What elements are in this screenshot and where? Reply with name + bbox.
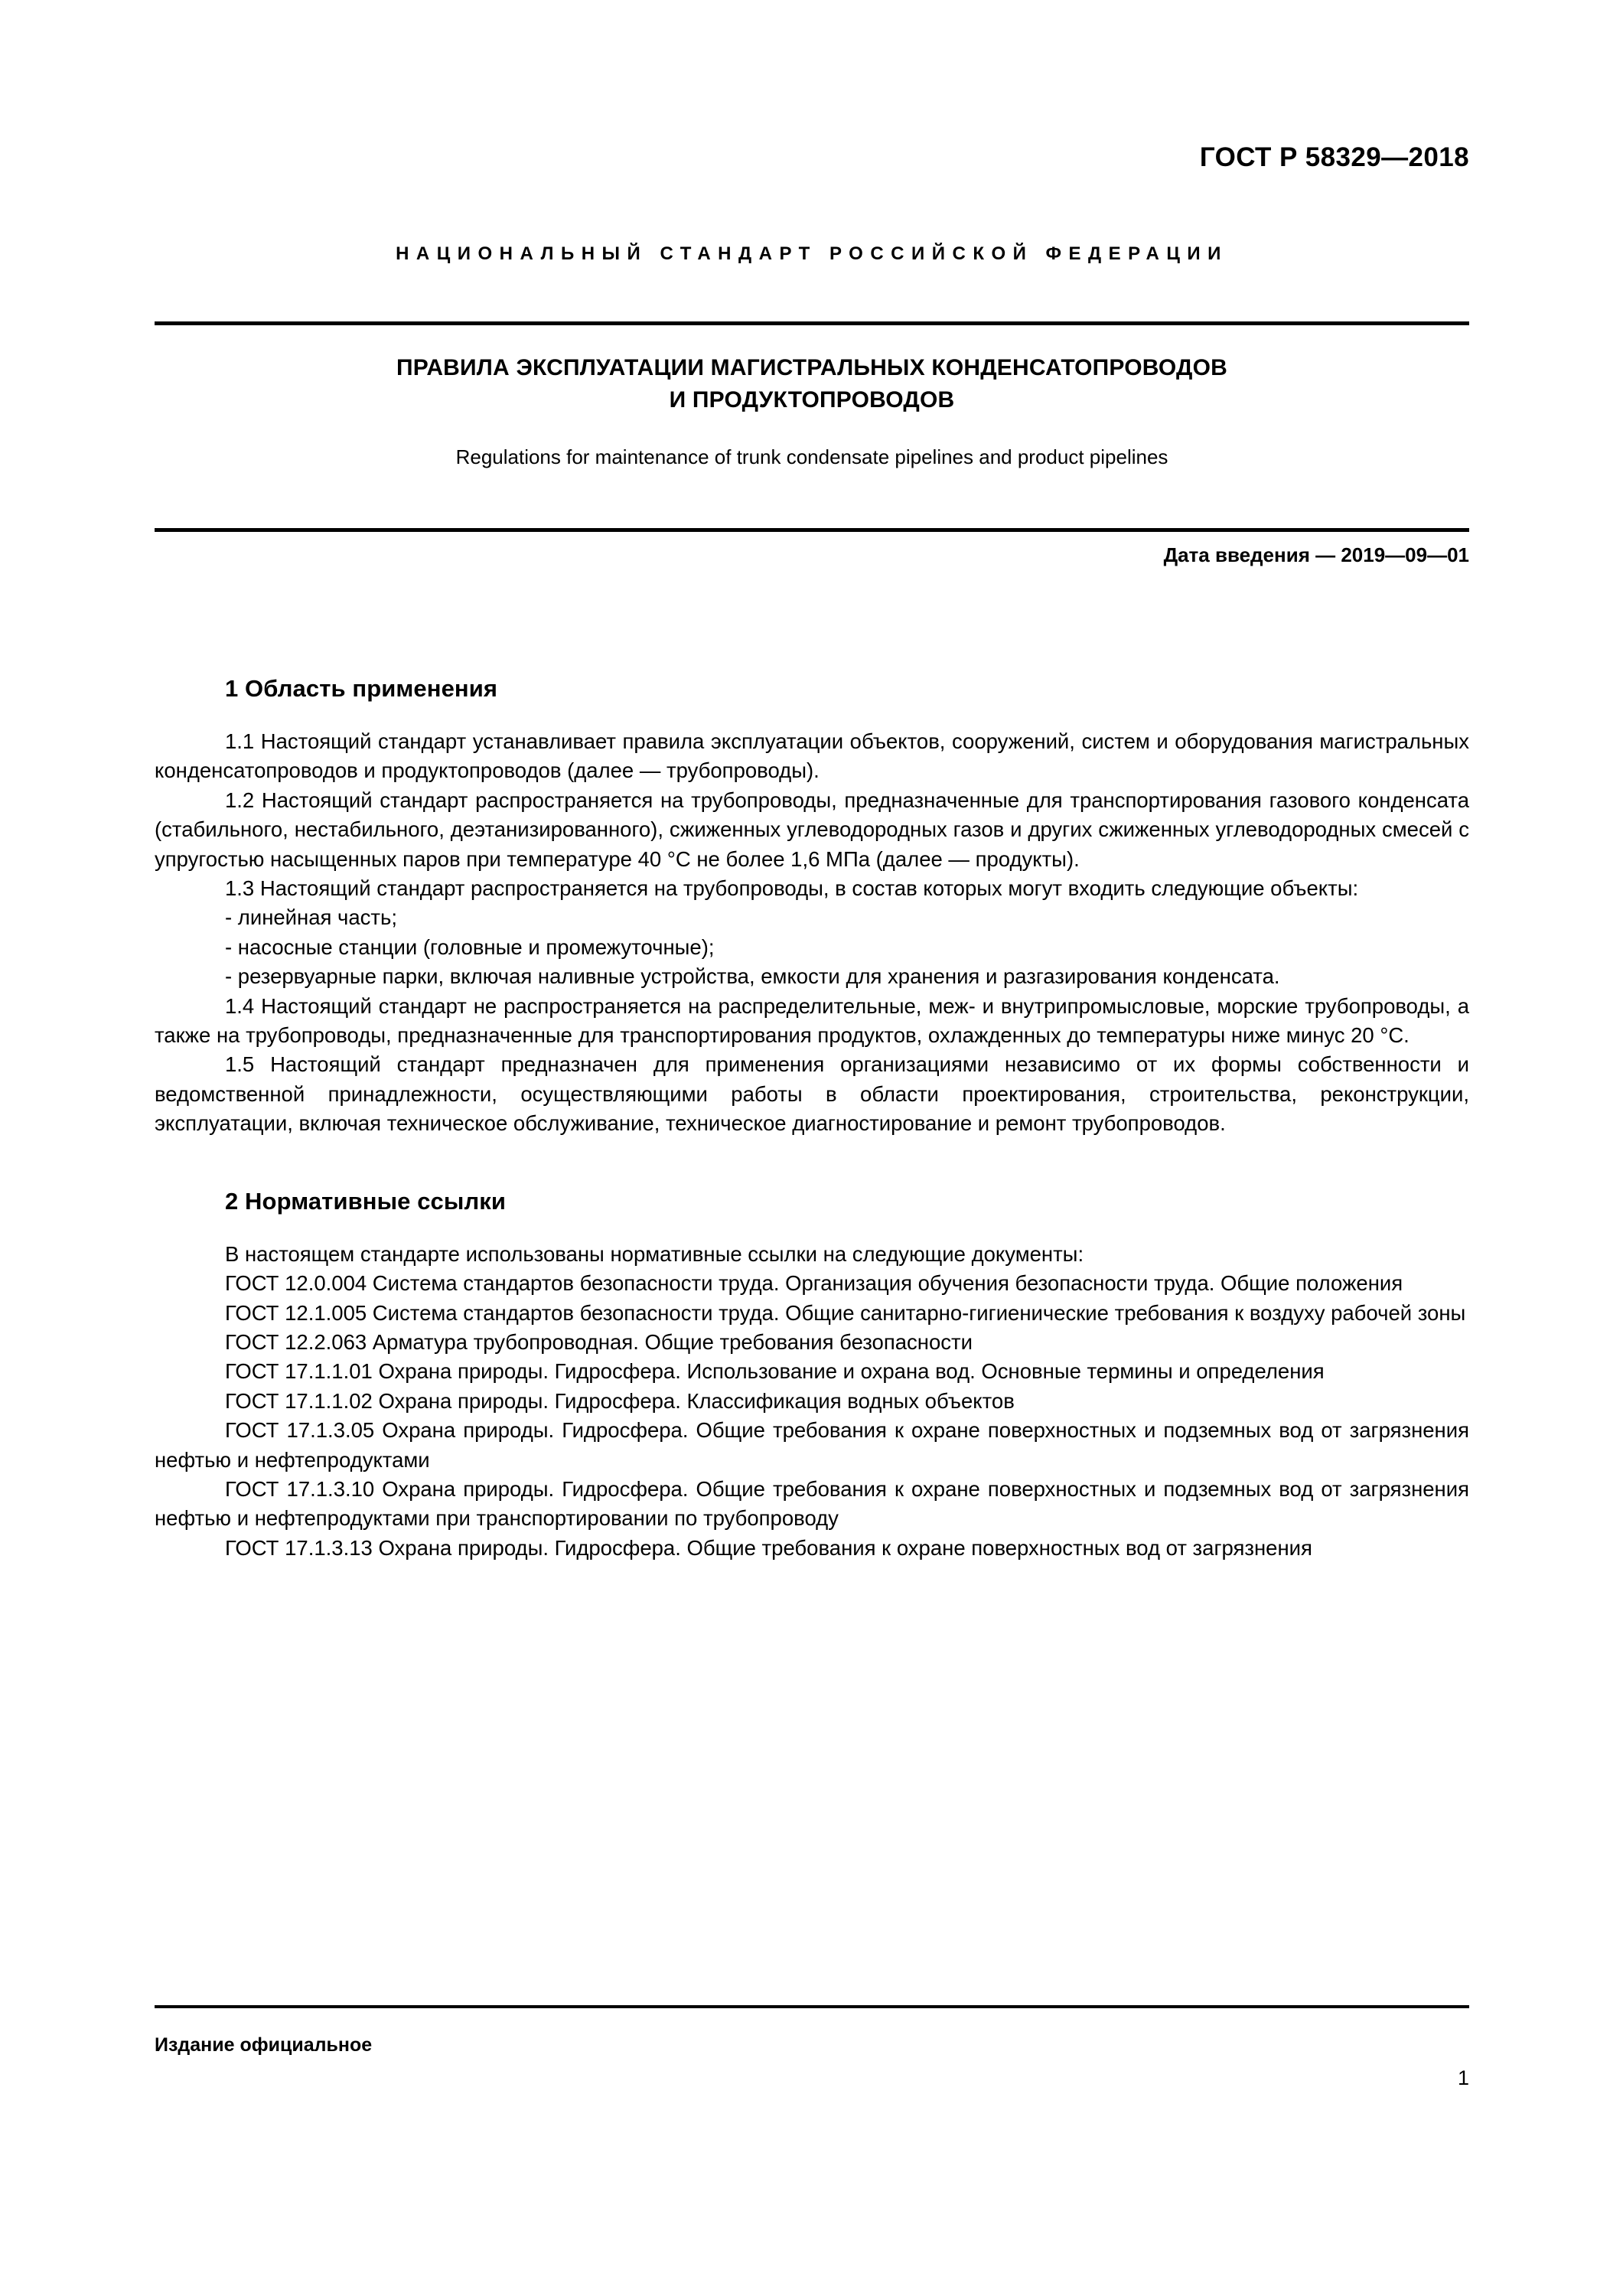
list-item: - резервуарные парки, включая наливные устройства, емкости для хранения и разгазирования конденсата. [225, 964, 1280, 989]
paragraph-1-5: 1.5 Настоящий стандарт предназначен для применения организациями независимо от их формы собственности и ведомственной принадлежности, осуществляющими работы в области проектирования, строительства, реконструкции, эксплуатации, включая техническое обслуживание, техническое диагностирование и ремонт трубопроводов. [155, 1052, 1469, 1136]
normative-reference: ГОСТ 17.1.3.05 Охрана природы. Гидросфера. Общие требования к охране поверхностных и подземных вод от загрязнения нефтью и нефтепродуктами [155, 1418, 1469, 1472]
paragraph-1-4: 1.4 Настоящий стандарт не распространяется на распределительные, меж- и внутрипромысловые, морские трубопроводы, а также на трубопроводы, предназначенные для транспортирования продуктов, охлажденных до температуры ниже минус 20 °С. [155, 993, 1469, 1048]
page-content-column [155, 0, 1469, 2296]
document-title-english: Regulations for maintenance of trunk condensate pipelines and product pipelines [455, 445, 1168, 468]
national-standard-line: НАЦИОНАЛЬНЫЙ СТАНДАРТ РОССИЙСКОЙ ФЕДЕРАЦИИ [396, 243, 1228, 264]
page-number: 1 [1457, 2066, 1469, 2089]
footer-rule [155, 2005, 1469, 2008]
normative-reference: ГОСТ 12.1.005 Система стандартов безопасности труда. Общие санитарно-гигиенические требования к воздуху рабочей зоны [225, 1300, 1466, 1325]
normative-reference: ГОСТ 17.1.1.01 Охрана природы. Гидросфера. Использование и охрана вод. Основные термины и определения [225, 1359, 1325, 1384]
normative-reference: ГОСТ 12.0.004 Система стандартов безопасности труда. Организация обучения безопасности труда. Общие положения [225, 1271, 1403, 1296]
document-number: ГОСТ Р 58329—2018 [1199, 142, 1469, 172]
section-heading-1: 1 Область применения [225, 675, 498, 702]
document-title-line-2: И ПРОДУКТОПРОВОДОВ [669, 387, 955, 413]
title-rule-top [155, 321, 1469, 325]
introduction-date: Дата введения — 2019—09—01 [1163, 543, 1469, 566]
normative-reference: ГОСТ 17.1.3.10 Охрана природы. Гидросфера. Общие требования к охране поверхностных и подземных вод от загрязнения нефтью и нефтепродуктами при транспортировании по трубопроводу [155, 1476, 1469, 1531]
section-2-lead: В настоящем стандарте использованы нормативные ссылки на следующие документы: [225, 1241, 1084, 1266]
official-edition-note: Издание официальное [155, 2034, 373, 2056]
paragraph-1-1: 1.1 Настоящий стандарт устанавливает правила эксплуатации объектов, сооружений, систем и оборудования магистральных конденсатопроводов и продуктопроводов (далее — трубопроводы). [155, 729, 1469, 783]
normative-reference: ГОСТ 12.2.063 Арматура трубопроводная. Общие требования безопасности [225, 1329, 973, 1354]
list-item: - линейная часть; [225, 905, 397, 930]
normative-reference: ГОСТ 17.1.3.13 Охрана природы. Гидросфера. Общие требования к охране поверхностных вод от загрязнения [225, 1535, 1312, 1560]
section-heading-2: 2 Нормативные ссылки [225, 1187, 507, 1215]
document-title-line-1: ПРАВИЛА ЭКСПЛУАТАЦИИ МАГИСТРАЛЬНЫХ КОНДЕНСАТОПРОВОДОВ [396, 355, 1228, 380]
paragraph-1-2: 1.2 Настоящий стандарт распространяется на трубопроводы, предназначенные для транспортирования газового конденсата (стабильного, нестабильного, деэтанизированного), сжиженных углеводородных газов и других сжиженных углеводородных смесей с упругостью насыщенных паров при температуре 40 °С не более 1,6 МПа (далее — продукты). [155, 788, 1469, 871]
document-body [155, 673, 1469, 1563]
normative-reference: ГОСТ 17.1.1.02 Охрана природы. Гидросфера. Классификация водных объектов [225, 1388, 1015, 1413]
list-item: - насосные станции (головные и промежуточные); [225, 934, 715, 959]
paragraph-1-3: 1.3 Настоящий стандарт распространяется на трубопроводы, в состав которых могут входить следующие объекты: [225, 876, 1359, 901]
title-rule-bottom [155, 528, 1469, 532]
title-block [155, 352, 1469, 470]
